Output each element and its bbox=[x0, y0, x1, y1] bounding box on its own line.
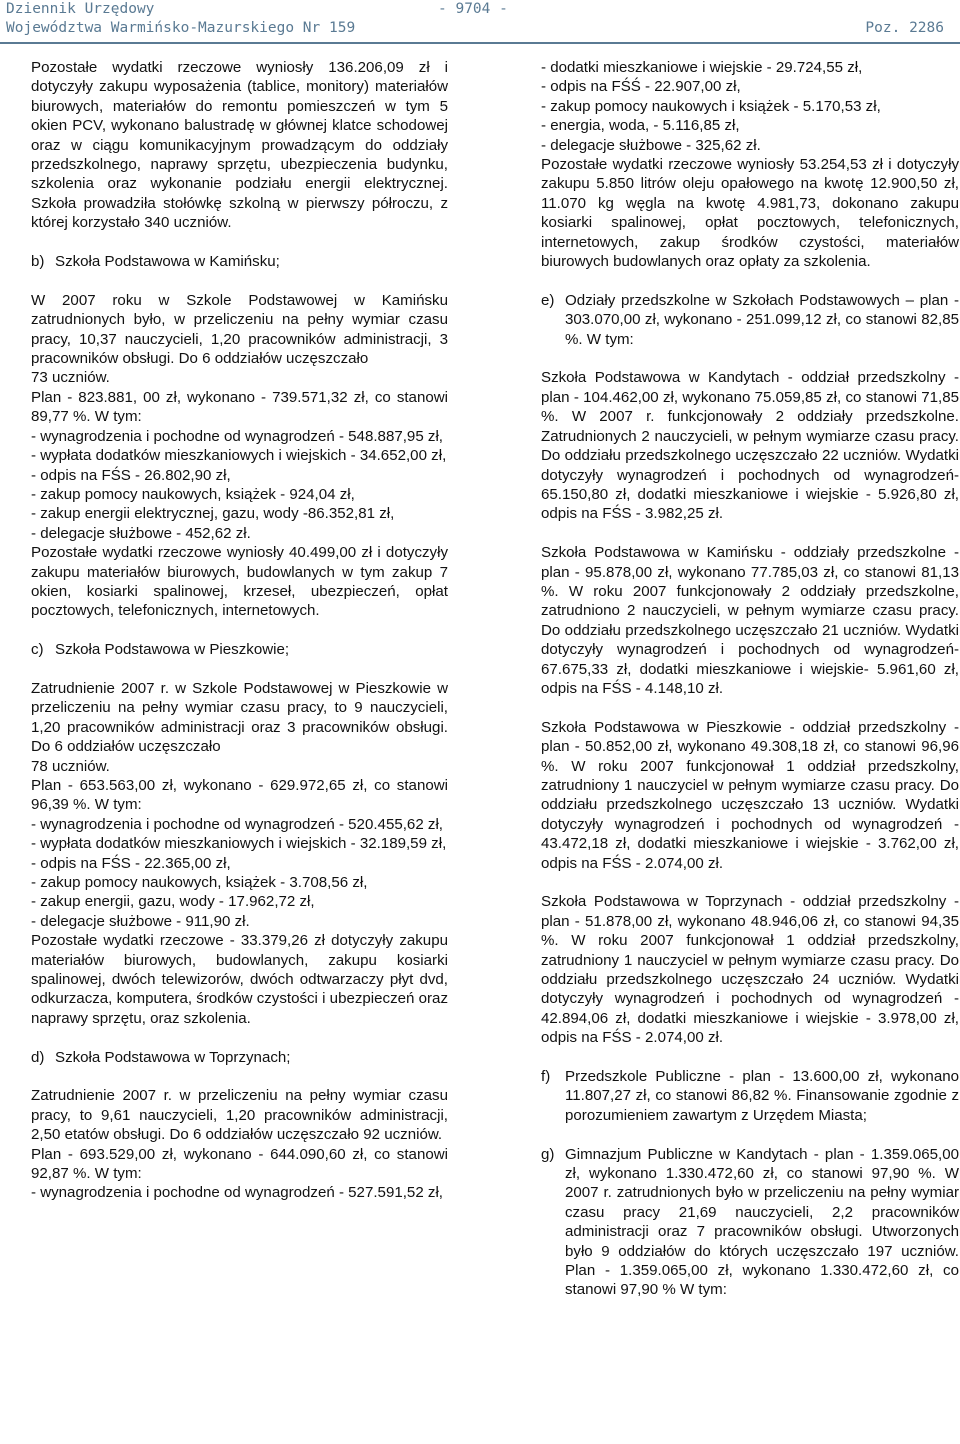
paragraph: Pozostałe wydatki rzeczowe wyniosły 53.254,53 zł i dotyczyły zakupu 5.850 litrów oleju opałowego na kwotę 12.900,50 zł, 11.070 kg węgla na kwotę 4.981,73, dokonano zakupu kosiarki spalinowej, opłat pocztowych, telefonicznych, internetowych, zakup środków czystości, materiałów biurowych budowlanych oraz opłaty za szkolenia. bbox=[541, 156, 959, 271]
list-item: - dodatki mieszkaniowe i wiejskie - 29.724,55 zł, bbox=[541, 59, 863, 76]
page-header bbox=[0, 0, 960, 42]
section-g bbox=[541, 1145, 959, 1300]
paragraph: Pozostałe wydatki rzeczowe wyniosły 136.206,09 zł i dotyczyły zakupu wyposażenia (tablice, monitory) materiałów biurowych, materiałów do remontu pomieszczeń w tym 5 okien PCV, wykonano balustradę w głównej klatce schodowej oraz w ciągu komunikacyjnym prowadzącym do oddziały przedszkolnego, naprawy sprzętu, ubezpieczenia budynku, szkolenia oraz wykonanie podziału energii elektrycznej. Szkoła prowadziła stołówkę szkolną w pierwszy półroczu, z której korzystało 340 uczniów. bbox=[31, 59, 448, 232]
section-title: Szkoła Podstawowa w Pieszkowie; bbox=[55, 641, 290, 659]
list-item: - zakup pomocy naukowych, książek - 924,04 zł, bbox=[31, 485, 355, 503]
paragraph: Plan - 823.881, 00 zł, wykonano - 739.571,32 zł, co stanowi 89,77 %. W tym: bbox=[31, 388, 448, 426]
list-item: - odpis na FŚS - 26.802,90 zł, bbox=[31, 466, 231, 484]
paragraph: W 2007 roku w Szkole Podstawowej w Kamińsku zatrudnionych było, w przeliczeniu na pełny wymiar czasu pracy, 10,37 nauczycieli, 1,20 pracowników administracji, 3 pracowników obsługi. Do 6 oddziałów uczęszczało bbox=[31, 291, 448, 368]
list-item: - delegacje służbowe - 325,62 zł. bbox=[541, 136, 761, 154]
list-item: - delegacje służbowe - 911,90 zł. bbox=[31, 912, 250, 930]
section-f bbox=[541, 1067, 959, 1125]
paragraph: Plan - 693.529,00 zł, wykonano - 644.090,60 zł, co stanowi 92,87 %. W tym: bbox=[31, 1145, 448, 1183]
section-label: d) bbox=[31, 1048, 45, 1066]
list-item: - energia, woda, - 5.116,85 zł, bbox=[541, 117, 740, 135]
list-item: - odpis na FŚŚ - 22.907,00 zł, bbox=[541, 78, 741, 96]
paragraph: Szkoła Podstawowa w Kandytach - oddział przedszkolny - plan - 104.462,00 zł, wykonano 75.059,85 zł, co stanowi 71,85 %. W 2007 r. funkcjonowały 2 oddziały przedszkolne. Zatrudnionych 2 nauczycieli, w pełnym wymiarze czasu pracy. Do oddziału przedszkolnego uczęszczało 22 uczniów. Wydatki dotyczyły wynagrodzeń i pochodnych od wynagrodzeń- 65.150,80 zł, dodatki mieszkaniowe i wiejskie - 5.926,80 zł, odpis na FŚS - 3.982,25 zł. bbox=[541, 369, 959, 523]
list-item: - wynagrodzenia i pochodne od wynagrodzeń - 520.455,62 zł, bbox=[31, 815, 443, 833]
section-label: e) bbox=[541, 291, 555, 309]
paragraph: Pozostałe wydatki rzeczowe - 33.379,26 zł dotyczyły zakupu materiałów biurowych, budowlanych, zakupu kosiarki spalinowej, dwóch telewizorów, dwóch odtwarzaczy płyt dvd, odkurzacza, komputera, środków czystości i ubezpieczeń oraz naprawy sprzętu, oraz szkolenia. bbox=[31, 932, 448, 1027]
section-title: Szkoła Podstawowa w Kamińsku; bbox=[55, 253, 280, 271]
section-label: g) bbox=[541, 1145, 555, 1163]
list-item: - odpis na FŚS - 22.365,00 zł, bbox=[31, 854, 231, 872]
left-column bbox=[31, 58, 448, 1203]
paragraph: Pozostałe wydatki rzeczowe wyniosły 40.499,00 zł i dotyczyły zakupu materiałów biurowych, budowlanych w tym zakup 7 okien, kosiarki spalinowej, krzeseł, ubezpieczeń, opłat pocztowych, telefonicznych, internetowych. bbox=[31, 544, 448, 620]
section-label: c) bbox=[31, 641, 44, 659]
header-rule bbox=[0, 42, 960, 44]
list-item: - zakup energii, gazu, wody - 17.962,72 zł, bbox=[31, 893, 315, 911]
page-number: - 9704 - bbox=[438, 1, 508, 17]
paragraph: 73 uczniów. bbox=[31, 369, 110, 387]
list-item: - delegacje służbowe - 452,62 zł. bbox=[31, 524, 251, 542]
list-item: - wypłata dodatków mieszkaniowych i wiejskich - 34.652,00 zł, bbox=[31, 447, 447, 465]
right-column bbox=[541, 58, 959, 1300]
paragraph: Szkoła Podstawowa w Kamińsku - oddziały przedszkolne - plan - 95.878,00 zł, wykonano 77.785,03 zł, co stanowi 81,13 %. W roku 2007 funkcjonowały 2 oddziały przedszkolne, zatrudniono 2 nauczycieli, w pełnym wymiarze czasu pracy. Do oddziału przedszkolnego uczęszczało 21 uczniów. Wydatki dotyczyły wynagrodzeń i pochodnych od wynagrodzeń- 67.675,33 zł, dodatki mieszkaniowe i wiejskie- 5.961,60 zł, odpis na FŚS - 4.148,10 zł. bbox=[541, 544, 959, 697]
list-item: - zakup energii elektrycznej, gazu, wody -86.352,81 zł, bbox=[31, 505, 395, 523]
journal-title: Dziennik Urzędowy bbox=[6, 1, 155, 17]
list-item: - zakup pomocy naukowych, książek - 3.708,56 zł, bbox=[31, 874, 368, 891]
list-item: - wypłata dodatków mieszkaniowych i wiejskich - 32.189,59 zł, bbox=[31, 835, 447, 853]
section-label: b) bbox=[31, 253, 45, 271]
journal-issue: Województwa Warmińsko-Mazurskiego Nr 159 bbox=[6, 20, 356, 36]
section-c-heading bbox=[31, 640, 448, 659]
section-label: f) bbox=[541, 1068, 551, 1086]
section-text: Przedszkole Publiczne - plan - 13.600,00 zł, wykonano 11.807,27 zł, co stanowi 86,82 %. Finansowanie zgodnie z porozumieniem zawartym z Urzędem Miasta; bbox=[565, 1068, 959, 1124]
position-number: Poz. 2286 bbox=[865, 20, 944, 36]
list-item: - wynagrodzenia i pochodne od wynagrodzeń - 527.591,52 zł, bbox=[31, 1184, 443, 1202]
paragraph: Szkoła Podstawowa w Toprzynach - oddział przedszkolny - plan - 51.878,00 zł, wykonano 48.946,06 zł, co stanowi 94,35 %. W roku 2007 funkcjonował 1 oddział przedszkolny, zatrudniony 1 nauczyciel w pełnym wymiarze czasu pracy. Do oddziału przedszkolnego uczęszczało 24 uczniów. Wydatki dotyczyły wynagrodzeń i pochodnych od wynagrodzeń - 42.894,06 zł, dodatki mieszkaniowe i wiejskie - 3.978,00 zł, odpis na FŚS - 2.074,00 zł. bbox=[541, 893, 959, 1047]
paragraph: Zatrudnienie 2007 r. w Szkole Podstawowej w Pieszkowie w przeliczeniu na pełny wymiar czasu pracy, to 9 nauczycieli, 1,20 pracowników administracji oraz 3 pracowników obsługi. Do 6 oddziałów uczęszczało bbox=[31, 679, 448, 756]
paragraph: 78 uczniów. bbox=[31, 757, 110, 775]
paragraph: Zatrudnienie 2007 r. w przeliczeniu na pełny wymiar czasu pracy, to 9,61 nauczycieli, 1,20 pracowników administracji, 2,50 etatów obsługi. Do 6 oddziałów uczęszczało 92 uczniów. bbox=[31, 1087, 448, 1144]
list-item: - wynagrodzenia i pochodne od wynagrodzeń - 548.887,95 zł, bbox=[31, 427, 443, 445]
paragraph: Szkoła Podstawowa w Pieszkowie - oddział przedszkolny - plan - 50.852,00 zł, wykonano 49.308,18 zł, co stanowi 96,96 %. W roku 2007 funkcjonował 1 oddział przedszkolny, zatrudniony 1 nauczyciel w pełnym wymiarze czasu pracy. Do oddziału przedszkolnego uczęszczało 13 uczniów. Wydatki dotyczyły wynagrodzeń i pochodnych od wynagrodzeń - 43.472,18 zł, dodatki mieszkaniowe i wiejskie - 3.762,00 zł, odpis na FŚS - 2.074,00 zł. bbox=[541, 718, 959, 872]
section-e bbox=[541, 291, 959, 349]
section-text: Gimnazjum Publiczne w Kandytach - plan - 1.359.065,00 zł, wykonano 1.330.472,60 zł, co stanowi 97,90 %. W 2007 r. zatrudnionych było w przeliczeniu na pełny wymiar czasu pracy 21,69 nauczycieli, 2,2 pracowników administracji oraz 7 pracowników obsługi. Utworzonych było 9 oddziałów do których uczęszczało 197 uczniów. Plan - 1.359.065,00 zł, wykonano 1.330.472,60 zł, co stanowi 97,90 % W tym: bbox=[565, 1145, 959, 1299]
section-text: Odziały przedszkolne w Szkołach Podstawowych – plan - 303.070,00 zł, wykonano - 251.099,12 zł, co stanowi 82,85 %. W tym: bbox=[565, 291, 959, 348]
section-title: Szkoła Podstawowa w Toprzynach; bbox=[55, 1048, 291, 1066]
section-d-heading bbox=[31, 1048, 448, 1067]
section-b-heading bbox=[31, 252, 448, 271]
list-item: - zakup pomocy naukowych i książek - 5.170,53 zł, bbox=[541, 97, 881, 115]
paragraph: Plan - 653.563,00 zł, wykonano - 629.972,65 zł, co stanowi 96,39 %. W tym: bbox=[31, 776, 448, 814]
